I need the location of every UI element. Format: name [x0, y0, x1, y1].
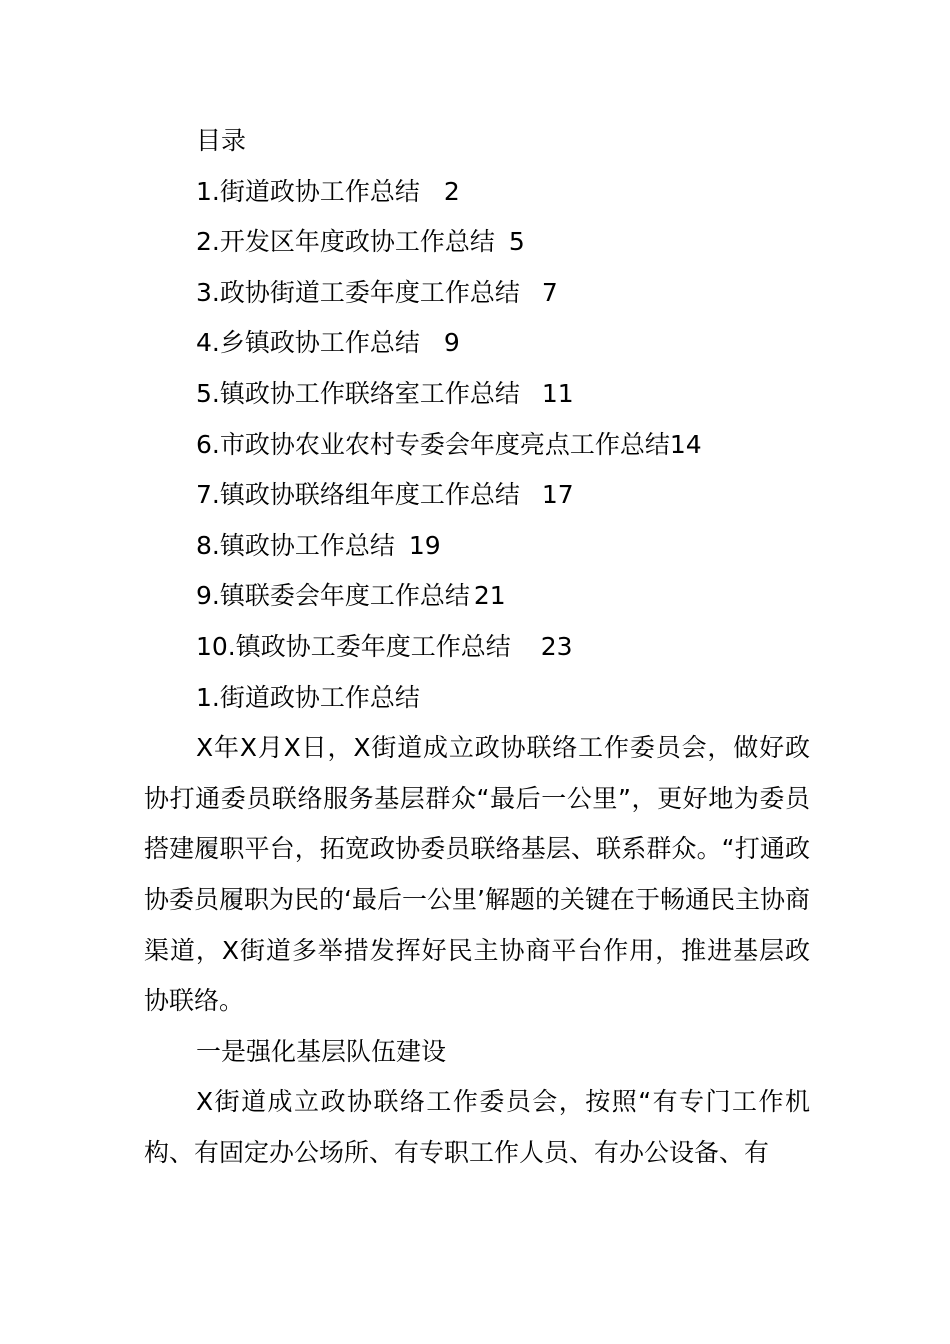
body-paragraph: X街道成立政协联络工作委员会，按照“有专门工作机构、有固定办公场所、有专职工作人员、有办公设备、有	[144, 1087, 810, 1167]
toc-item-label: 1.街道政协工作总结	[196, 176, 420, 206]
toc-item-label: 10.镇政协工委年度工作总结	[196, 631, 511, 661]
toc-item	[144, 571, 810, 622]
toc-title: 目录	[196, 126, 247, 155]
document-page	[144, 116, 810, 1178]
toc-item	[144, 167, 810, 218]
toc-item-page: 11	[541, 378, 574, 408]
toc-item-label: 7.镇政协联络组年度工作总结	[196, 480, 520, 510]
toc-item	[144, 318, 810, 369]
toc-item-label: 2.开发区年度政协工作总结	[196, 227, 495, 257]
toc-item	[144, 268, 810, 319]
toc-item	[144, 470, 810, 521]
toc-item	[144, 521, 810, 572]
toc-item-page: 17	[541, 480, 574, 510]
toc-item-label: 6.市政协农业农村专委会年度亮点工作总结	[196, 429, 670, 459]
toc-item-page: 9	[443, 328, 460, 358]
toc-item-page: 7	[541, 277, 558, 307]
toc-item-page: 5	[508, 227, 525, 257]
toc-item	[144, 217, 810, 268]
toc-item-label: 5.镇政协工作联络室工作总结	[196, 378, 520, 408]
body-paragraph: X年X月X日，X街道成立政协联络工作委员会，做好政协打通委员联络服务基层群众“最后一公里”，更好地为委员搭建履职平台，拓宽政协委员联络基层、联系群众。“打通政协委员履职为民的‘最后一公里’解题的关键在于畅通民主协商渠道，X街道多举措发挥好民主协商平台作用，推进基层政协联络。	[144, 733, 810, 1016]
toc-item-page: 14	[669, 429, 702, 459]
toc-item	[144, 622, 810, 673]
toc-item-page: 19	[408, 530, 441, 560]
toc-item-label: 4.乡镇政协工作总结	[196, 328, 420, 358]
toc-item	[144, 369, 810, 420]
toc-item-label: 9.镇联委会年度工作总结	[196, 581, 470, 611]
toc-item-label: 8.镇政协工作总结	[196, 530, 395, 560]
toc-item	[144, 420, 810, 471]
toc-item-page: 21	[473, 581, 506, 611]
toc-item-page: 23	[540, 631, 573, 661]
toc-item-page: 2	[443, 176, 460, 206]
article-title: 1.街道政协工作总结	[196, 682, 420, 712]
toc-item-label: 3.政协街道工委年度工作总结	[196, 277, 520, 307]
section-heading: 一是强化基层队伍建设	[196, 1036, 447, 1066]
